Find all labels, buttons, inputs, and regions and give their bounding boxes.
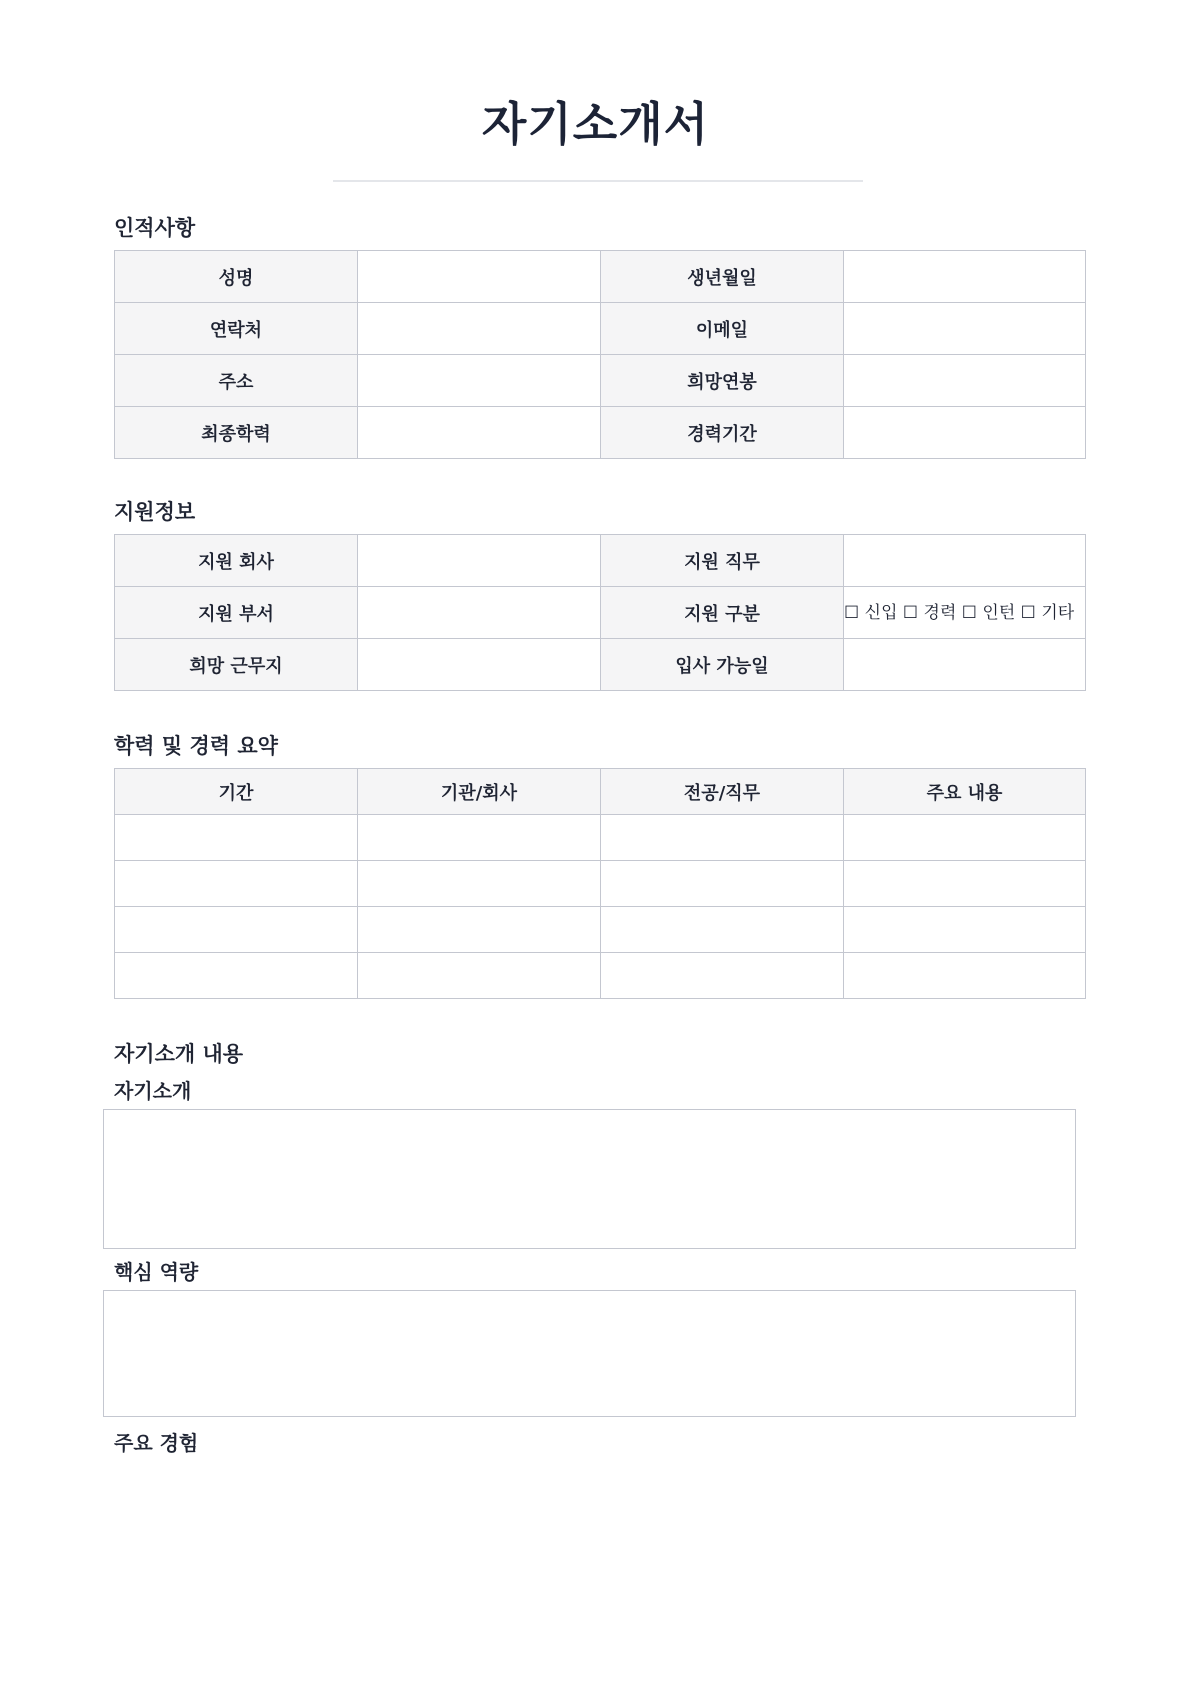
label-desired-salary: 희망연봉	[601, 355, 844, 407]
table-row	[115, 251, 1086, 303]
table-row	[115, 639, 1086, 691]
section-heading-history: 학력 및 경력 요약	[114, 734, 278, 758]
column-header-organization: 기관/회사	[358, 769, 601, 815]
table-cell[interactable]	[601, 953, 844, 999]
table-cell[interactable]	[358, 815, 601, 861]
table-cell[interactable]	[844, 861, 1086, 907]
table-header-row	[115, 769, 1086, 815]
label-birthdate: 생년월일	[601, 251, 844, 303]
label-department: 지원 부서	[115, 587, 358, 639]
table-row	[115, 861, 1086, 907]
education-field[interactable]	[358, 407, 601, 459]
table-cell[interactable]	[844, 953, 1086, 999]
table-cell[interactable]	[844, 907, 1086, 953]
label-start-date: 입사 가능일	[601, 639, 844, 691]
application-info-table	[114, 534, 1086, 691]
table-cell[interactable]	[115, 815, 358, 861]
table-cell[interactable]	[844, 815, 1086, 861]
core-competencies-textarea[interactable]	[103, 1290, 1076, 1417]
company-field[interactable]	[358, 535, 601, 587]
career-period-field[interactable]	[844, 407, 1086, 459]
work-location-field[interactable]	[358, 639, 601, 691]
contact-field[interactable]	[358, 303, 601, 355]
table-cell[interactable]	[115, 953, 358, 999]
label-category: 지원 구분	[601, 587, 844, 639]
subheading-core-competencies: 핵심 역량	[114, 1260, 199, 1284]
table-cell[interactable]	[358, 861, 601, 907]
section-heading-application: 지원정보	[114, 500, 196, 524]
label-company: 지원 회사	[115, 535, 358, 587]
table-row	[115, 303, 1086, 355]
table-row	[115, 535, 1086, 587]
birthdate-field[interactable]	[844, 251, 1086, 303]
column-header-details: 주요 내용	[844, 769, 1086, 815]
section-heading-personal: 인적사항	[114, 216, 196, 240]
category-checkboxes[interactable]: ☐ 신입 ☐ 경력 ☐ 인턴 ☐ 기타	[844, 587, 1086, 639]
history-table	[114, 768, 1086, 999]
document-title: 자기소개서	[481, 97, 710, 151]
subheading-key-experience: 주요 경험	[114, 1431, 199, 1455]
column-header-major-role: 전공/직무	[601, 769, 844, 815]
table-row	[115, 407, 1086, 459]
label-education: 최종학력	[115, 407, 358, 459]
table-cell[interactable]	[601, 861, 844, 907]
table-row	[115, 907, 1086, 953]
subheading-self-intro: 자기소개	[114, 1079, 192, 1103]
label-position: 지원 직무	[601, 535, 844, 587]
table-cell[interactable]	[115, 907, 358, 953]
address-field[interactable]	[358, 355, 601, 407]
label-address: 주소	[115, 355, 358, 407]
label-email: 이메일	[601, 303, 844, 355]
email-field[interactable]	[844, 303, 1086, 355]
name-field[interactable]	[358, 251, 601, 303]
desired-salary-field[interactable]	[844, 355, 1086, 407]
table-cell[interactable]	[358, 953, 601, 999]
label-work-location: 희망 근무지	[115, 639, 358, 691]
personal-info-table	[114, 250, 1086, 459]
section-heading-intro: 자기소개 내용	[114, 1042, 244, 1066]
self-intro-textarea[interactable]	[103, 1109, 1076, 1249]
table-row	[115, 815, 1086, 861]
table-cell[interactable]	[115, 861, 358, 907]
table-row	[115, 953, 1086, 999]
label-career-period: 경력기간	[601, 407, 844, 459]
label-contact: 연락처	[115, 303, 358, 355]
label-name: 성명	[115, 251, 358, 303]
table-cell[interactable]	[601, 815, 844, 861]
table-row	[115, 355, 1086, 407]
department-field[interactable]	[358, 587, 601, 639]
table-cell[interactable]	[601, 907, 844, 953]
table-row	[115, 587, 1086, 639]
title-divider	[333, 180, 863, 182]
position-field[interactable]	[844, 535, 1086, 587]
start-date-field[interactable]	[844, 639, 1086, 691]
column-header-period: 기간	[115, 769, 358, 815]
table-cell[interactable]	[358, 907, 601, 953]
